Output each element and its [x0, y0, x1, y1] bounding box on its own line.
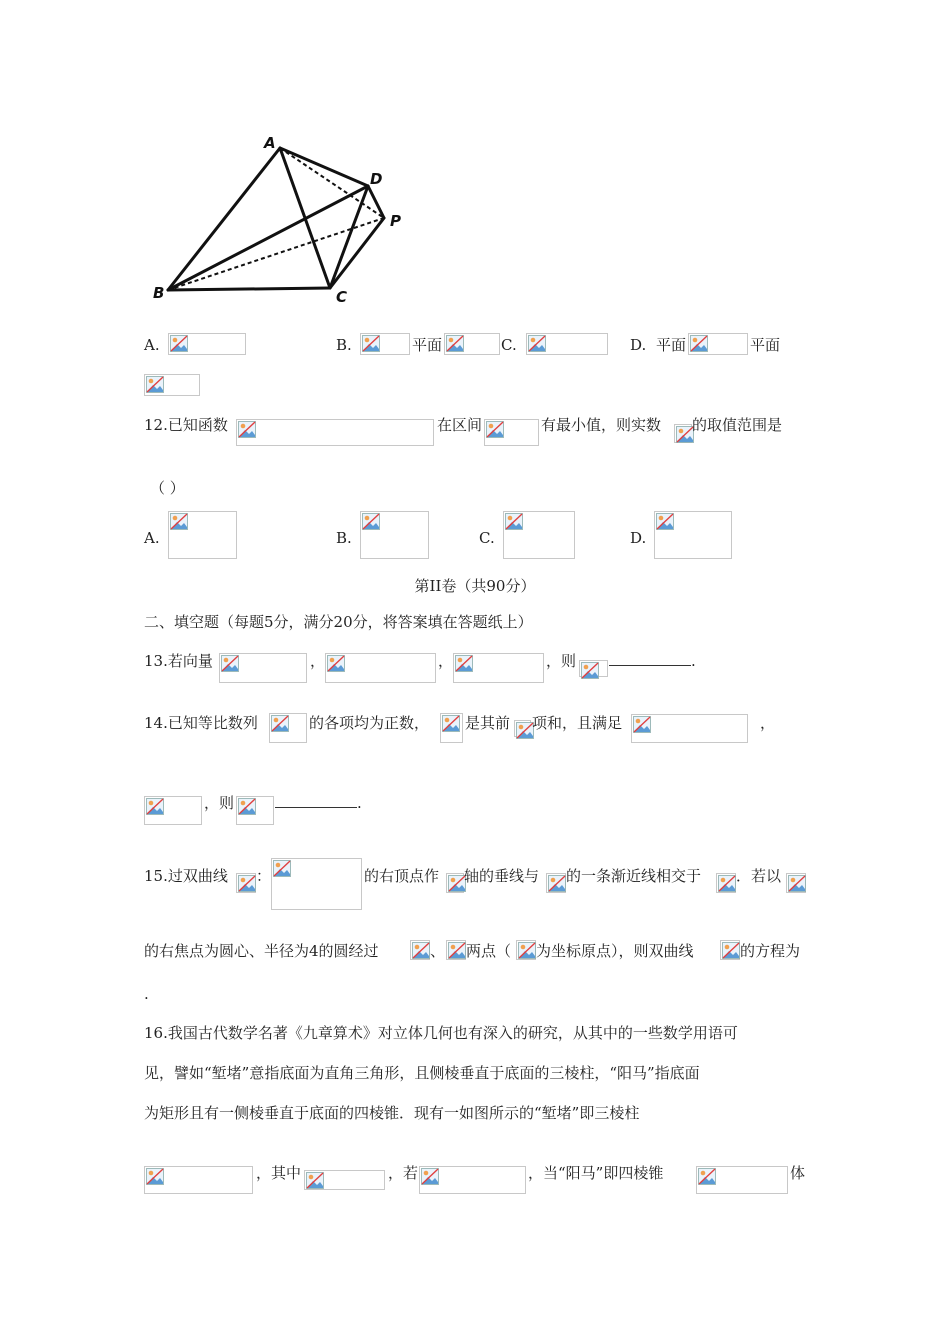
q12-mid1: 在区间: [437, 416, 483, 434]
q11-option-a: A.: [144, 336, 160, 354]
formula-image: [440, 713, 463, 743]
q12-suffix: 的取值范围是: [692, 416, 783, 434]
formula-image: [654, 511, 732, 559]
q16-l4c: ，当“阳马”即四棱锥: [528, 1164, 664, 1182]
q13-then: ，则: [546, 652, 577, 670]
q15-line2c: 两点（: [466, 942, 512, 960]
q15-line3: .: [144, 985, 149, 1003]
q11-option-d: D.: [630, 336, 647, 354]
q12-option-b: B.: [336, 529, 352, 547]
formula-image: [674, 424, 692, 443]
q14-comma: ，: [760, 714, 776, 732]
formula-image: [360, 511, 429, 559]
formula-image: [219, 653, 307, 683]
q12-option-a: A.: [144, 529, 160, 547]
formula-image: [631, 714, 748, 743]
formula-image: [453, 653, 544, 683]
q15-colon: ：: [256, 867, 272, 885]
q13-prefix: 13.若向量: [144, 652, 213, 670]
formula-image: [546, 873, 566, 893]
formula-image: [144, 374, 200, 396]
formula-image: [236, 796, 274, 825]
broken-image-icon: [146, 1168, 164, 1185]
q16-line2: 见，譬如“堑堵”意指底面为直角三角形，且侧棱垂直于底面的三棱柱，“阳马”指底面: [144, 1064, 700, 1082]
label-p: P: [390, 212, 401, 230]
q16-line3: 为矩形且有一侧棱垂直于底面的四棱锥．现有一如图所示的“堑堵”即三棱柱: [144, 1104, 640, 1122]
q13-answer-blank[interactable]: [609, 651, 691, 666]
broken-image-icon: [271, 715, 289, 732]
q13-comma2: ，: [438, 652, 454, 670]
broken-image-icon: [442, 715, 460, 732]
broken-image-icon: [327, 655, 345, 672]
q14-end: .: [357, 794, 362, 812]
broken-image-icon: [421, 1168, 439, 1185]
broken-image-icon: [362, 335, 380, 352]
volume-title: 第II卷（共90分）: [414, 577, 536, 595]
q15-mid4: ．若以: [736, 867, 782, 885]
formula-image: [786, 873, 806, 893]
formula-image: [144, 1166, 253, 1194]
q15-line2d: 为坐标原点），则双曲线: [536, 942, 694, 960]
broken-image-icon: [788, 875, 806, 892]
label-d: D: [370, 170, 383, 188]
q11-option-c: C.: [501, 336, 517, 354]
broken-image-icon: [486, 421, 504, 438]
formula-image: [696, 1166, 788, 1194]
q15-mid3: 的一条渐近线相交于: [566, 867, 702, 885]
q14-prefix: 14.已知等比数列: [144, 714, 258, 732]
formula-image: [516, 940, 536, 960]
label-b: B: [153, 284, 165, 302]
broken-image-icon: [718, 875, 736, 892]
broken-image-icon: [633, 716, 651, 733]
formula-image: [410, 940, 430, 960]
broken-image-icon: [170, 335, 188, 352]
formula-image: [446, 873, 464, 893]
q11-b-text: 平面: [412, 336, 443, 354]
broken-image-icon: [448, 942, 466, 959]
broken-image-icon: [548, 875, 566, 892]
broken-image-icon: [690, 335, 708, 352]
broken-image-icon: [221, 655, 239, 672]
q15-mid2: 轴的垂线与: [464, 867, 540, 885]
q15-line2e: 的方程为: [740, 942, 801, 960]
broken-image-icon: [722, 942, 740, 959]
broken-image-icon: [581, 662, 599, 679]
broken-image-icon: [238, 421, 256, 438]
broken-image-icon: [528, 335, 546, 352]
q16-l4d: 体: [790, 1164, 806, 1182]
formula-image: [716, 873, 736, 893]
formula-image: [514, 720, 531, 737]
broken-image-icon: [146, 376, 164, 393]
q12-option-c: C.: [479, 529, 495, 547]
formula-image: [720, 940, 740, 960]
broken-image-icon: [518, 942, 536, 959]
q11-d-text2: 平面: [750, 336, 781, 354]
q16-l4b: ，若: [388, 1164, 419, 1182]
q12-prefix: 12.已知函数: [144, 416, 228, 434]
broken-image-icon: [306, 1172, 324, 1189]
formula-image: [688, 333, 748, 355]
broken-image-icon: [146, 798, 164, 815]
q14-mid2: 是其前: [465, 714, 511, 732]
q12-mid2: 有最小值，则实数: [541, 416, 662, 434]
formula-image: [236, 419, 434, 446]
formula-image: [526, 333, 608, 355]
formula-image: [236, 873, 256, 893]
q13-end: .: [691, 652, 696, 670]
q15-line2b: 、: [430, 942, 446, 960]
formula-image: [269, 713, 307, 743]
broken-image-icon: [362, 513, 380, 530]
q14-mid1: 的各项均为正数，: [309, 714, 430, 732]
broken-image-icon: [455, 655, 473, 672]
broken-image-icon: [656, 513, 674, 530]
q16-line1: 16.我国古代数学名著《九章算术》对立体几何也有深入的研究，从其中的一些数学用语可: [144, 1024, 738, 1042]
broken-image-icon: [505, 513, 523, 530]
broken-image-icon: [238, 875, 256, 892]
broken-image-icon: [446, 335, 464, 352]
formula-image: [484, 419, 539, 446]
broken-image-icon: [273, 860, 291, 877]
q11-d-text1: 平面: [656, 336, 687, 354]
formula-image: [304, 1170, 385, 1190]
section-heading: 二、填空题（每题5分，满分20分，将答案填在答题纸上）: [144, 613, 533, 631]
formula-image: [360, 333, 410, 355]
formula-image: [446, 940, 466, 960]
formula-image: [503, 511, 575, 559]
formula-image: [444, 333, 500, 355]
formula-image: [419, 1166, 526, 1194]
formula-image: [271, 858, 362, 910]
q15-line2a: 的右焦点为圆心、半径为4的圆经过: [144, 942, 379, 960]
formula-image: [325, 653, 436, 683]
formula-image: [168, 333, 246, 355]
q12-option-d: D.: [630, 529, 647, 547]
q14-then: ，则: [204, 794, 235, 812]
q16-l4a: ，其中: [256, 1164, 302, 1182]
broken-image-icon: [698, 1168, 716, 1185]
label-c: C: [336, 288, 348, 306]
q11-option-b: B.: [336, 336, 352, 354]
q15-prefix: 15.过双曲线: [144, 867, 228, 885]
q12-answer-paren: （ ）: [150, 479, 185, 497]
pyramid-figure: [140, 128, 420, 318]
broken-image-icon: [412, 942, 430, 959]
label-a: A: [264, 134, 276, 152]
q15-mid1: 的右顶点作: [364, 867, 440, 885]
broken-image-icon: [170, 513, 188, 530]
formula-image: [579, 660, 608, 677]
q14-mid3: 项和，且满足: [532, 714, 623, 732]
q14-answer-blank[interactable]: [275, 793, 357, 808]
formula-image: [168, 511, 237, 559]
broken-image-icon: [238, 798, 256, 815]
q13-comma1: ，: [310, 652, 326, 670]
formula-image: [144, 796, 202, 825]
